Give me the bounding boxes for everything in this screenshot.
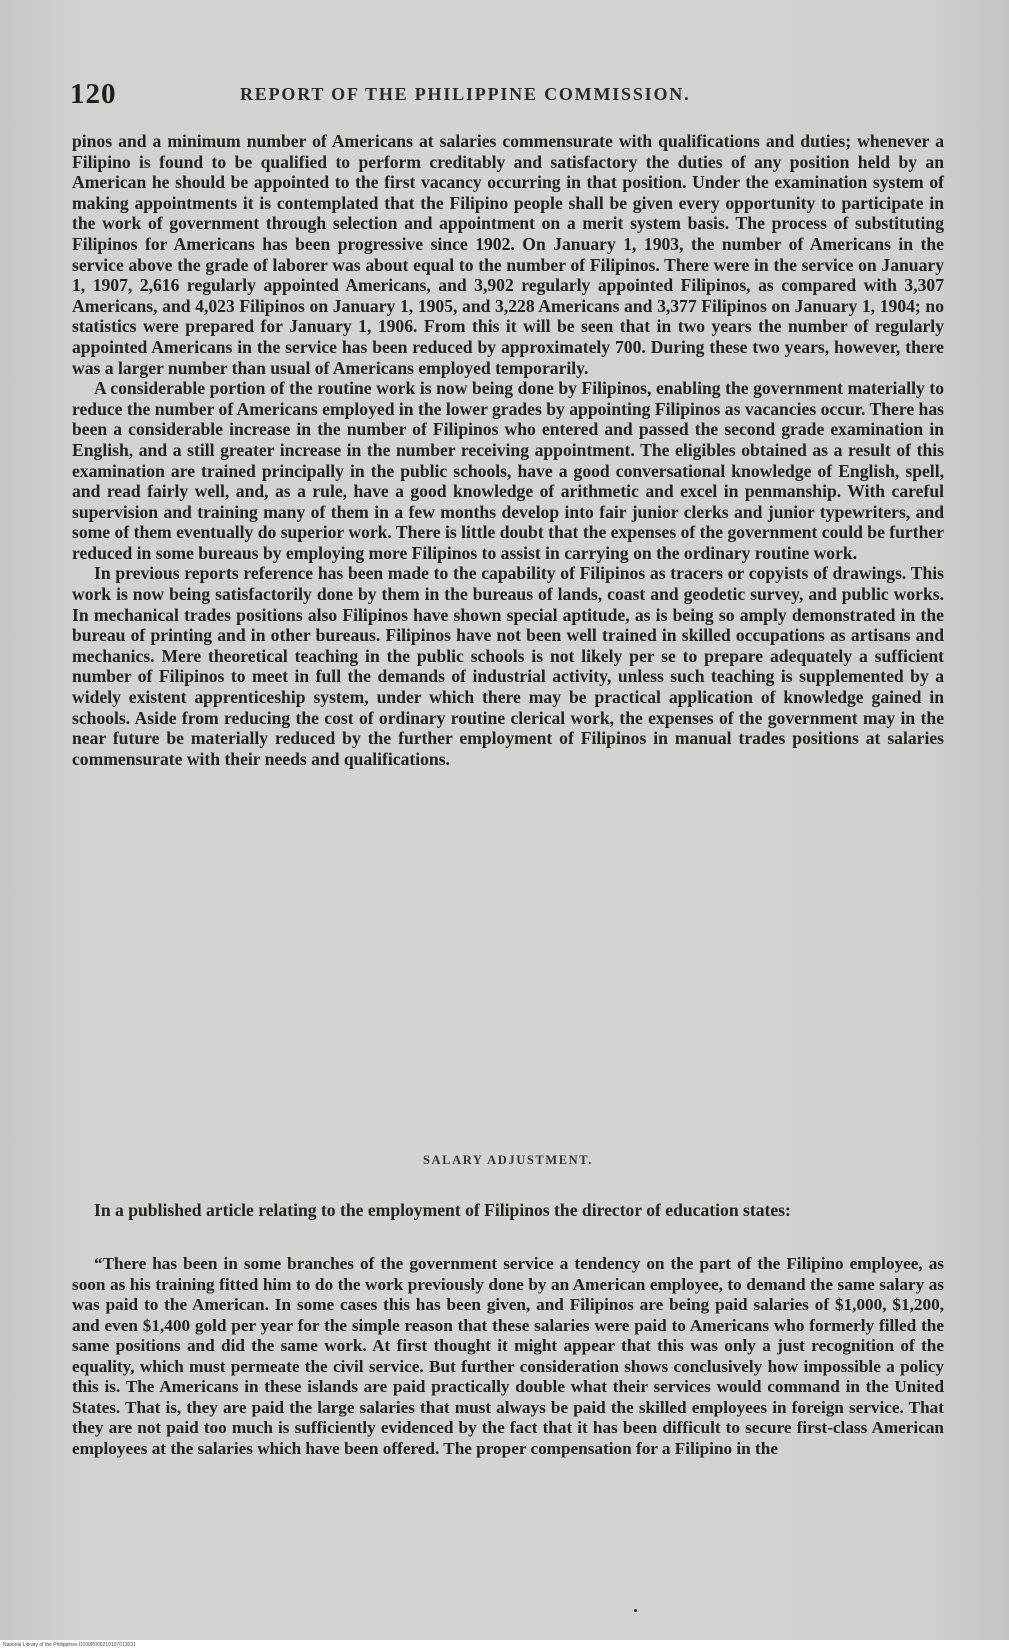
section-intro	[72, 1200, 944, 1221]
block-quote	[72, 1254, 944, 1459]
paragraph: In a published article relating to the employment of Filipinos the director of education states:	[94, 1200, 791, 1220]
scan-credit: National Library of the Philippines D100P000210107013031	[3, 1642, 136, 1648]
body-text	[72, 131, 944, 769]
paragraph: pinos and a minimum number of Americans at salaries commensurate with qualifications and duties; whenever a Filipino is found to be qualified to perform creditably and satisfactory the duties of any position held by an American he should be appointed to the first vacancy occurring in that position. Under the examination system of making appointments it is contemplated that the Filipino people shall be given every opportunity to participate in the work of government through selection and appointment on a merit system basis. The process of substituting Filipinos for Americans has been progressive since 1902. On January 1, 1903, the number of Americans in the service above the grade of laborer was about equal to the number of Filipinos. There were in the service on January 1, 1907, 2,616 regularly appointed Americans, and 3,902 regularly appointed Filipinos, as compared with 3,307 Americans, and 4,023 Filipinos on January 1, 1905, and 3,228 Americans and 3,377 Filipinos on January 1, 1904; no statistics were prepared for January 1, 1906. From this it will be seen that in two years the number of regularly appointed Americans in the service has been reduced by approximately 700. During these two years, however, there was a larger number than usual of Americans employed temporarily.	[72, 131, 944, 378]
page-header	[70, 78, 940, 112]
paragraph: “There has been in some branches of the government service a tendency on the part of the Filipino employee, as soon as his training fitted him to do the work previously done by an American employee, to demand the same salary as was paid to the American. In some cases this has been given, and Filipinos are being paid salaries of $1,000, $1,200, and even $1,400 gold per year for the simple reason that these salaries were paid to Americans who formerly filled the same positions and did the same work. At first thought it might appear that this was only a just recognition of the equality, which must permeate the civil service. But further consideration shows conclusively how impossible a policy this is. The Americans in these islands are paid practically double what their services would command in the United States. That is, they are paid the large salaries that must always be paid the skilled employees in foreign service. That they are not paid too much is sufficiently evidenced by the fact that it has been difficult to secure first-class American employees at the salaries which have been offered. The proper compensation for a Filipino in the	[72, 1254, 944, 1458]
paragraph: In previous reports reference has been made to the capability of Filipinos as tracers or copyists of drawings. This work is now being satisfactorily done by them in the bureaus of lands, coast and geodetic survey, and public works. In mechanical trades positions also Filipinos have shown special aptitude, as is being so amply demonstrated in the bureau of printing and in other bureaus. Filipinos have not been well trained in skilled occupations as artisans and mechanics. Mere theoretical teaching in the public schools is not likely per se to prepare adequately a sufficient number of Filipinos to meet in full the demands of industrial activity, unless such teaching is supplemented by a widely existent apprenticeship system, under which there may be practical application of knowledge gained in schools. Aside from reducing the cost of ordinary routine clerical work, the expenses of the government may in the near future be materially reduced by the further employment of Filipinos in manual trades positions at salaries commensurate with their needs and qualifications.	[72, 563, 944, 769]
page-number: 120	[70, 78, 117, 110]
paragraph: A considerable portion of the routine work is now being done by Filipinos, enabling the government materially to reduce the number of Americans employed in the lower grades by appointing Filipinos as vacancies occur. There has been a considerable increase in the number of Filipinos who entered and passed the second grade examination in English, and a still greater increase in the number receiving appointment. The eligibles obtained as a result of this examination are trained principally in the public schools, have a good conversational knowledge of English, spell, and read fairly well, and, as a rule, have a good knowledge of arithmetic and excel in penmanship. With careful supervision and training many of them in a few months develop into fair junior clerks and junior typewriters, and some of them eventually do superior work. There is little doubt that the expenses of the government could be further reduced in some bureaus by employing more Filipinos to assist in carrying on the ordinary routine work.	[72, 378, 944, 563]
running-head: REPORT OF THE PHILIPPINE COMMISSION.	[240, 84, 691, 104]
footer-strip	[0, 1640, 1009, 1652]
section-heading: SALARY ADJUSTMENT.	[422, 1153, 594, 1167]
ink-dot	[634, 1609, 637, 1612]
